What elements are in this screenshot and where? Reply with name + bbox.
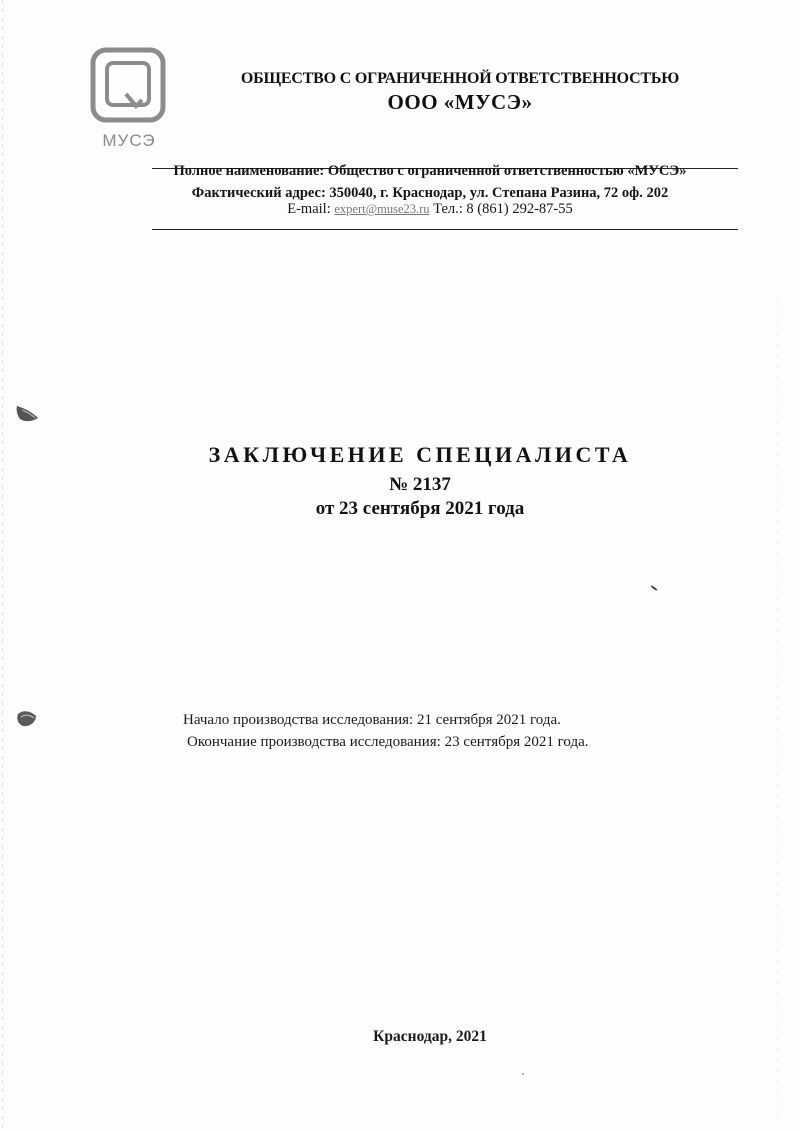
full-name-line: [100, 163, 760, 180]
phone-value: 8 (861) 292-87-55: [466, 201, 573, 217]
document-number: № 2137: [389, 474, 451, 495]
research-end-value: 23 сентября 2021 года.: [444, 734, 589, 750]
research-start-value: 21 сентября 2021 года.: [416, 712, 561, 728]
place-and-year: Краснодар, 2021: [373, 1028, 487, 1045]
org-name-heading: ООО «МУСЭ»: [387, 90, 533, 114]
scan-edge-artifact: [2, 0, 3, 1132]
full-name-value: Общество с ограниченной ответственностью «МУСЭ»: [327, 163, 687, 179]
muse-logo-icon: [88, 46, 170, 154]
research-start-line: [183, 712, 561, 729]
full-name-label: Полное наименование:: [173, 163, 325, 179]
address-label: Фактический адрес:: [191, 185, 326, 201]
punch-hole-top: [14, 404, 40, 424]
punch-hole-bottom: [14, 708, 40, 728]
address-line: [100, 185, 760, 202]
scan-speck: [522, 1073, 524, 1075]
document-date: от 23 сентября 2021 года: [315, 498, 525, 519]
contacts-line: [100, 201, 760, 218]
email-link[interactable]: expert@muse23.ru: [334, 202, 430, 216]
email-label: E-mail:: [287, 201, 331, 217]
research-end-label: Окончание производства исследования:: [187, 734, 441, 750]
research-end-line: [187, 734, 589, 751]
document-title: ЗАКЛЮЧЕНИЕ СПЕЦИАЛИСТА: [208, 442, 632, 467]
header-divider-bottom: [152, 229, 738, 230]
address-value: 350040, г. Краснодар, ул. Степана Разина, 72 оф. 202: [329, 185, 669, 201]
org-type-heading: ОБЩЕСТВО С ОГРАНИЧЕННОЙ ОТВЕТСТВЕННОСТЬЮ: [240, 70, 680, 87]
scan-speck: [650, 585, 658, 591]
logo-text: МУСЭ: [102, 131, 156, 150]
scan-edge-artifact-right: [777, 300, 778, 1120]
research-start-label: Начало производства исследования:: [183, 712, 414, 728]
phone-label: Тел.:: [433, 201, 463, 217]
